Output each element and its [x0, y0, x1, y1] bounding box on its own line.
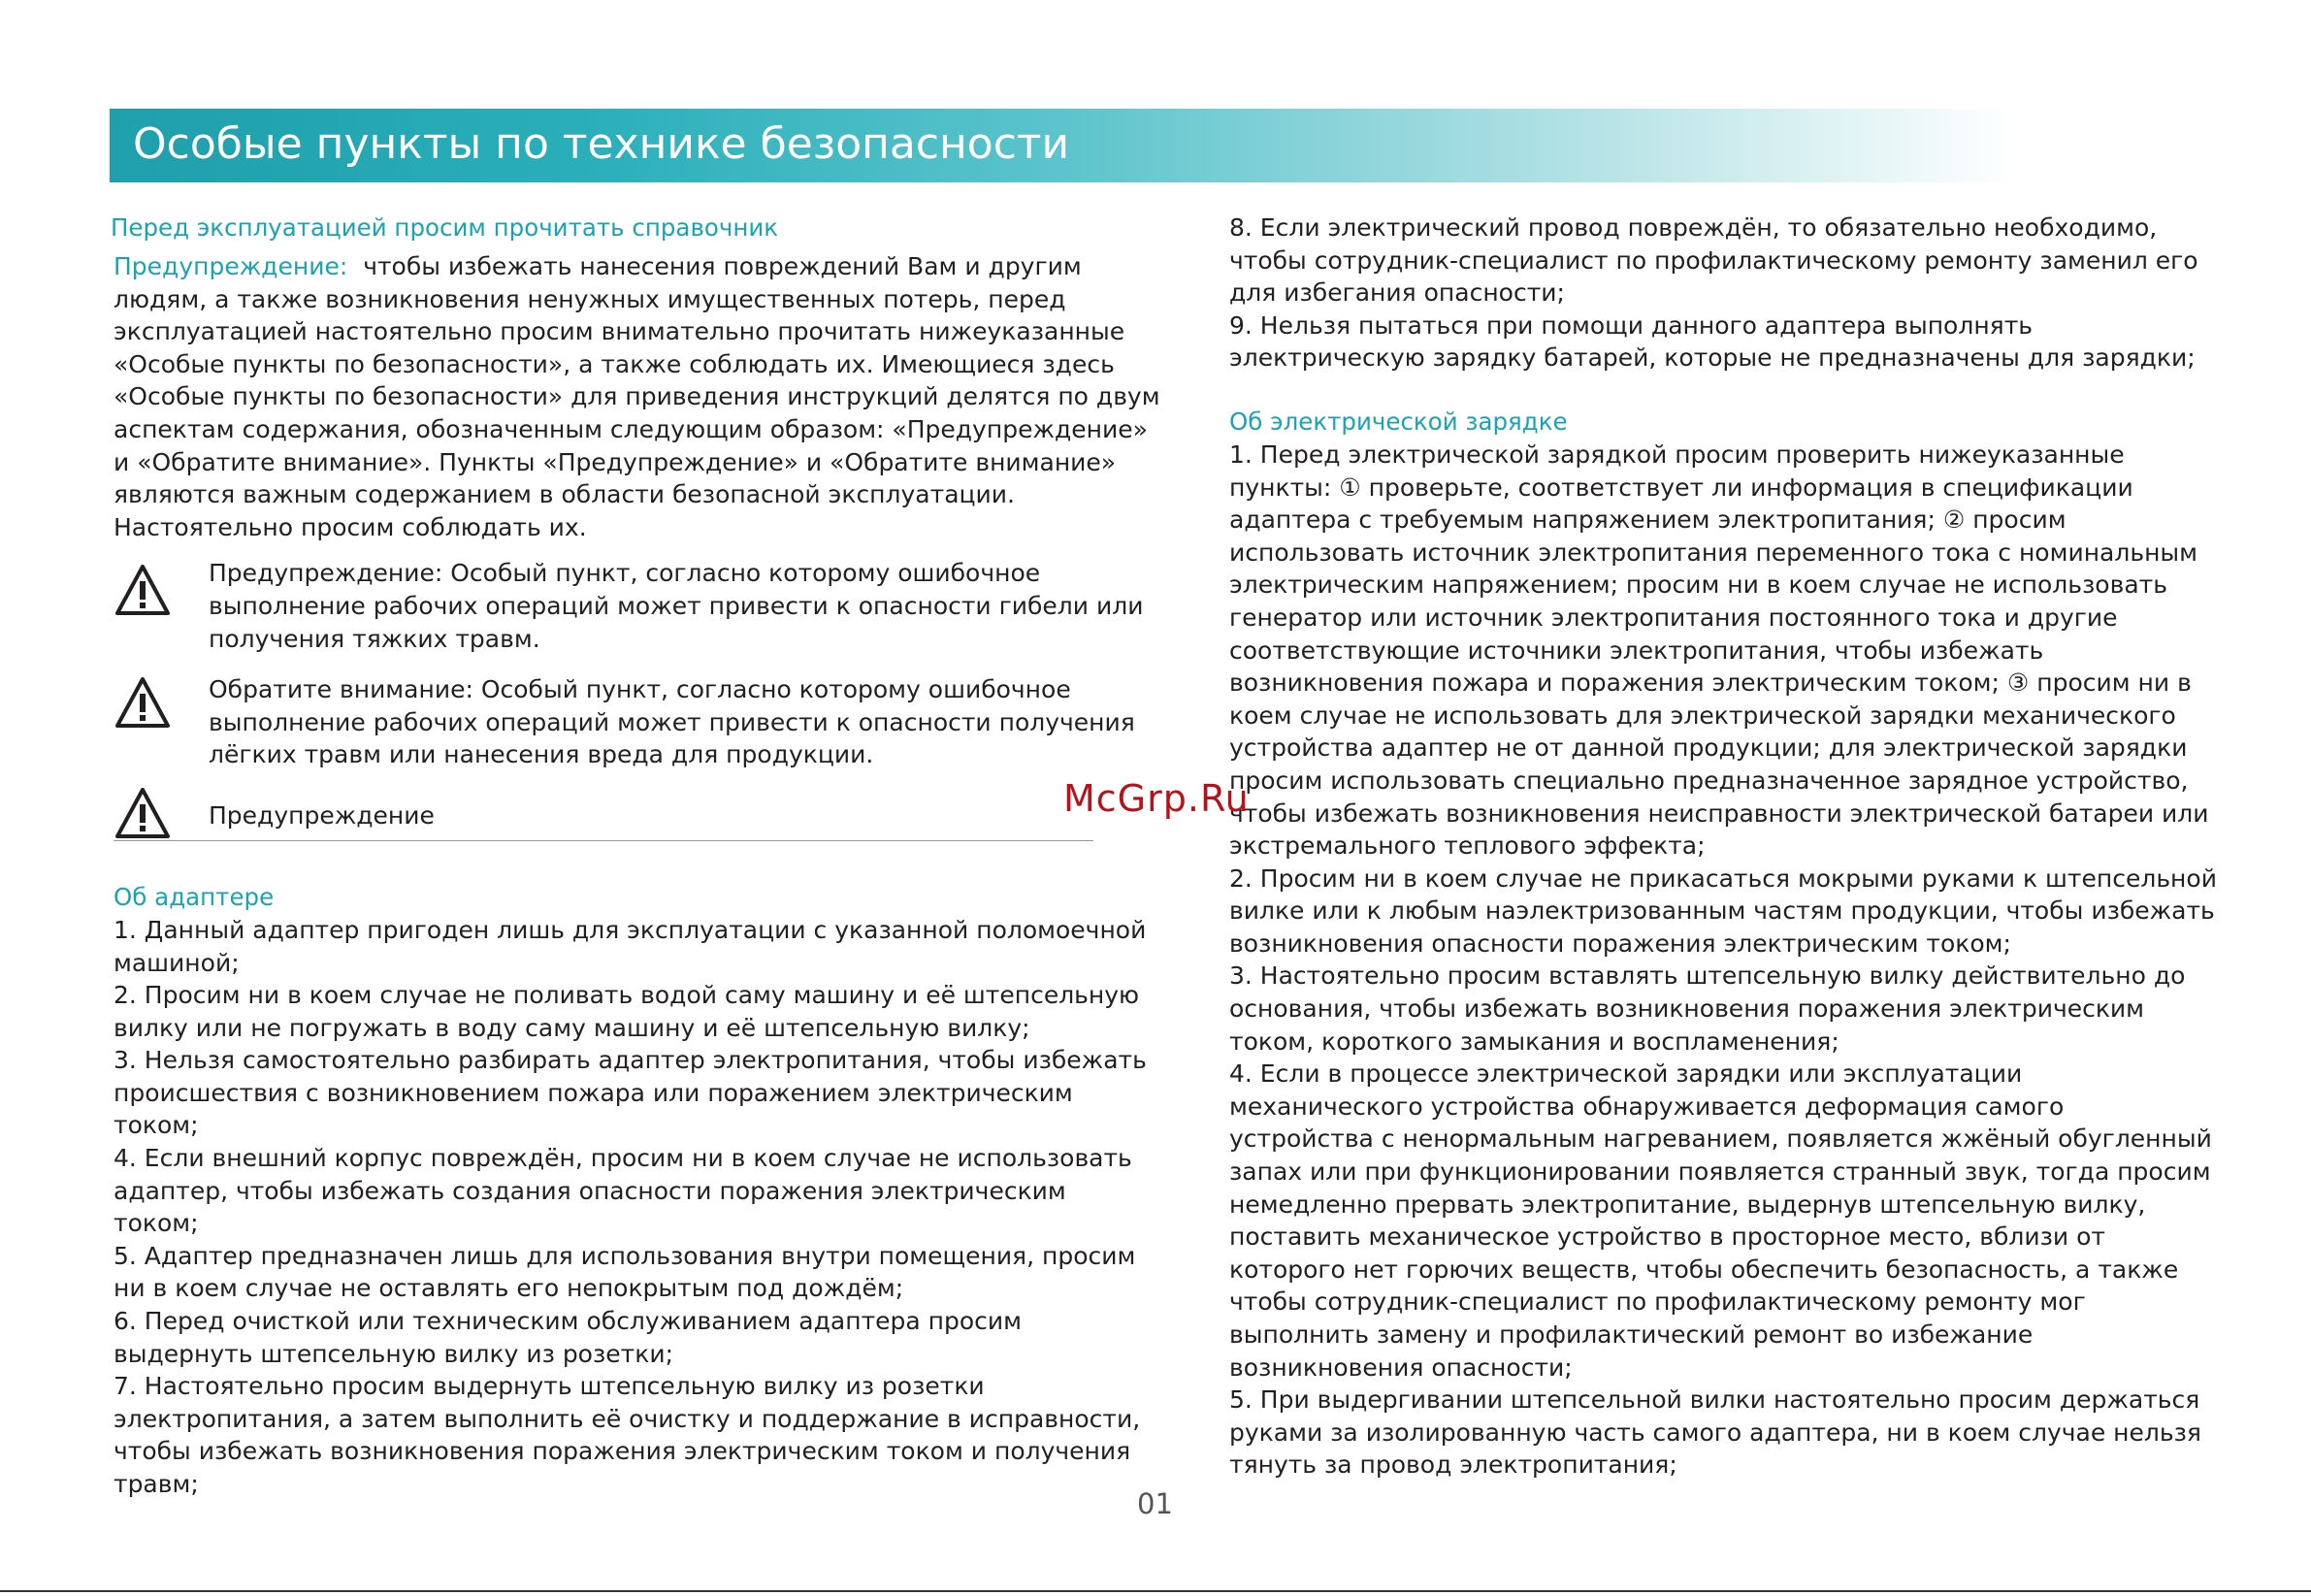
intro-line: людям, а также возникновения ненужных имущественных потерь, перед — [114, 284, 1066, 313]
footer-line — [0, 1590, 2311, 1592]
intro-lead: Предупреждение: — [114, 252, 348, 280]
list-item: 9. Нельзя пытаться при помощи данного адаптера выполнять — [1229, 310, 2034, 340]
list-item: устройства с ненормальным нагреванием, появляется жжёный обугленный — [1229, 1124, 2212, 1154]
list-item: которого нет горючих веществ, чтобы обеспечить безопасность, а также — [1229, 1254, 2179, 1284]
header-band — [110, 109, 2016, 182]
intro-line: «Особые пункты по безопасности» для приведения инструкций делятся по двум — [114, 382, 1160, 411]
warning-text: Предупреждение — [209, 800, 435, 830]
list-item: тянуть за провод электропитания; — [1229, 1450, 1677, 1480]
warning-text: получения тяжких травм. — [209, 624, 540, 653]
list-item: механического устройства обнаруживается деформация самого — [1229, 1091, 2065, 1121]
warning-block-caution — [114, 673, 1142, 771]
warning-text: выполнение рабочих операций может привести к опасности гибели или — [209, 591, 1144, 620]
list-item: возникновения пожара и поражения электрическим током; ③ просим ни в — [1229, 668, 2192, 698]
list-item: экстремального теплового эффекта; — [1229, 831, 1706, 861]
intro-line: являются важным содержанием в области безопасной эксплуатации. — [114, 480, 1015, 509]
intro-line: чтобы избежать нанесения повреждений Вам и другим — [347, 252, 1082, 280]
warning-text: Предупреждение: Особый пункт, согласно которому ошибочное — [209, 559, 1041, 588]
list-item: машиной; — [114, 948, 240, 977]
list-item: чтобы сотрудник-специалист по профилактическому ремонту мог — [1229, 1287, 2086, 1317]
list-item: 2. Просим ни в коем случае не прикасаться мокрыми руками к штепсельной — [1229, 863, 2217, 893]
list-item: основания, чтобы избежать возникновения поражения электрическим — [1229, 994, 2145, 1024]
list-item: просим использовать специально предназначенное зарядное устройство, — [1229, 765, 2189, 795]
list-item: вилке или к любым наэлектризованным частям продукции, чтобы избежать — [1229, 896, 2215, 926]
list-item: 7. Настоятельно просим выдернуть штепсельную вилку из розетки — [114, 1372, 985, 1401]
list-item: устройства адаптер не от данной продукции; для электрической зарядки — [1229, 733, 2188, 763]
warning-triangle-icon — [114, 675, 172, 730]
list-item: поставить механическое устройство в просторное место, вблизи от — [1229, 1222, 2105, 1252]
section-divider — [114, 840, 1093, 841]
list-item: током; — [114, 1209, 199, 1238]
list-item: выдернуть штепсельную вилку из розетки; — [114, 1339, 673, 1368]
list-item: 2. Просим ни в коем случае не поливать водой саму машину и её штепсельную — [114, 981, 1140, 1010]
list-item: возникновения опасности; — [1229, 1352, 1573, 1382]
list-item: запах или при функционировании появляется странный звук, тогда просим — [1229, 1157, 2211, 1187]
adapter-heading: Об адаптере — [114, 882, 275, 911]
list-item: током; — [114, 1111, 199, 1140]
warning-text: лёгких травм или нанесения вреда для продукции. — [209, 740, 874, 769]
intro-heading: Перед эксплуатацией просим прочитать справочник — [111, 213, 779, 242]
list-item: 1. Данный адаптер пригоден лишь для эксплуатации с указанной поломоечной — [114, 915, 1147, 944]
warning-triangle-icon — [114, 786, 172, 840]
adapter-list — [114, 914, 1147, 1501]
list-item: 1. Перед электрической зарядкой просим проверить нижеуказанные — [1229, 440, 2125, 469]
list-item: соответствующие источники электропитания, чтобы избежать — [1229, 635, 2044, 665]
list-item: 3. Нельзя самостоятельно разбирать адаптер электропитания, чтобы избежать — [114, 1046, 1147, 1075]
intro-first-line — [114, 250, 1142, 283]
charging-heading: Об электрической зарядке — [1229, 407, 1568, 436]
list-item: вилку или не погружать в воду саму машину и её штепсельную вилку; — [114, 1013, 1030, 1042]
charging-list — [1229, 439, 2217, 1482]
list-item: чтобы избежать возникновения поражения электрическим током и получения — [114, 1437, 1131, 1466]
list-item: использовать источник электропитания переменного тока с номинальным — [1229, 537, 2198, 567]
warning-block-danger — [114, 557, 1142, 655]
intro-paragraph — [114, 250, 1160, 543]
list-item: травм; — [114, 1470, 199, 1498]
list-item: 4. Если внешний корпус повреждён, просим ни в коем случае не использовать — [114, 1144, 1132, 1173]
list-item: адаптера с требуемым напряжением электропитания; ② просим — [1229, 505, 2067, 535]
intro-line: «Особые пункты по безопасности», а также соблюдать их. Имеющиеся здесь — [114, 349, 1115, 378]
watermark: McGrp.Ru — [1063, 777, 1250, 820]
page-title: Особые пункты по технике безопасности — [133, 119, 1070, 169]
list-item: 5. При выдергивании штепсельной вилки настоятельно просим держаться — [1229, 1385, 2200, 1415]
intro-line: Настоятельно просим соблюдать их. — [114, 512, 587, 541]
list-item: руками за изолированную часть самого адаптера, ни в коем случае нельзя — [1229, 1417, 2201, 1447]
list-item: выполнить замену и профилактический ремонт во избежание — [1229, 1320, 2034, 1349]
list-item: электрическим напряжением; просим ни в коем случае не использовать — [1229, 570, 2167, 600]
warning-triangle-icon — [114, 563, 172, 617]
list-item: происшествия с возникновением пожара или поражением электрическим — [114, 1078, 1073, 1107]
intro-line: и «Обратите внимание». Пункты «Предупреждение» и «Обратите внимание» — [114, 447, 1117, 476]
list-item: немедленно прервать электропитание, выдернув штепсельную вилку, — [1229, 1189, 2146, 1219]
warning-block-legend — [114, 786, 1142, 840]
intro-line: эксплуатацией настоятельно просим внимательно прочитать нижеуказанные — [114, 317, 1125, 346]
list-item: ни в коем случае не оставлять его непокрытым под дождём; — [114, 1274, 904, 1303]
list-item: возникновения опасности поражения электрическим током; — [1229, 928, 2011, 958]
warning-text: Обратите внимание: Особый пункт, согласно которому ошибочное — [209, 675, 1071, 704]
list-item: для избегания опасности; — [1229, 278, 1565, 308]
list-item: адаптер, чтобы избежать создания опасности поражения электрическим — [114, 1176, 1066, 1205]
right-column — [1229, 212, 2217, 1482]
list-item: генератор или источник электропитания постоянного тока и другие — [1229, 603, 2118, 632]
list-item: пункты: ① проверьте, соответствует ли информация в спецификации — [1229, 472, 2133, 502]
list-item: чтобы сотрудник-специалист по профилактическому ремонту заменил его — [1229, 245, 2198, 275]
warning-text: выполнение рабочих операций может привести к опасности получения — [209, 707, 1135, 736]
list-item: 6. Перед очисткой или техническим обслуживанием адаптера просим — [114, 1307, 1023, 1336]
list-item: 3. Настоятельно просим вставлять штепсельную вилку действительно до — [1229, 961, 2186, 991]
list-item: электропитания, а затем выполнить её очистку и поддержание в исправности, — [114, 1404, 1141, 1433]
list-item: чтобы избежать возникновения неисправности электрической батареи или — [1229, 798, 2209, 828]
adapter-list-continued — [1229, 212, 2209, 375]
list-item: 5. Адаптер предназначен лишь для использования внутри помещения, просим — [114, 1241, 1136, 1270]
list-item: коем случае не использовать для электрической зарядки механического — [1229, 700, 2176, 730]
list-item: 8. Если электрический провод повреждён, то обязательно необходимо, — [1229, 213, 2158, 242]
list-item: 4. Если в процессе электрической зарядки или эксплуатации — [1229, 1059, 2023, 1089]
page-number: 01 — [1137, 1487, 1173, 1520]
list-item: электрическую зарядку батарей, которые не предназначены для зарядки; — [1229, 343, 2196, 373]
list-item: током, короткого замыкания и воспламенения; — [1229, 1026, 1839, 1056]
intro-line: аспектам содержания, обозначенным следующим образом: «Предупреждение» — [114, 414, 1148, 443]
